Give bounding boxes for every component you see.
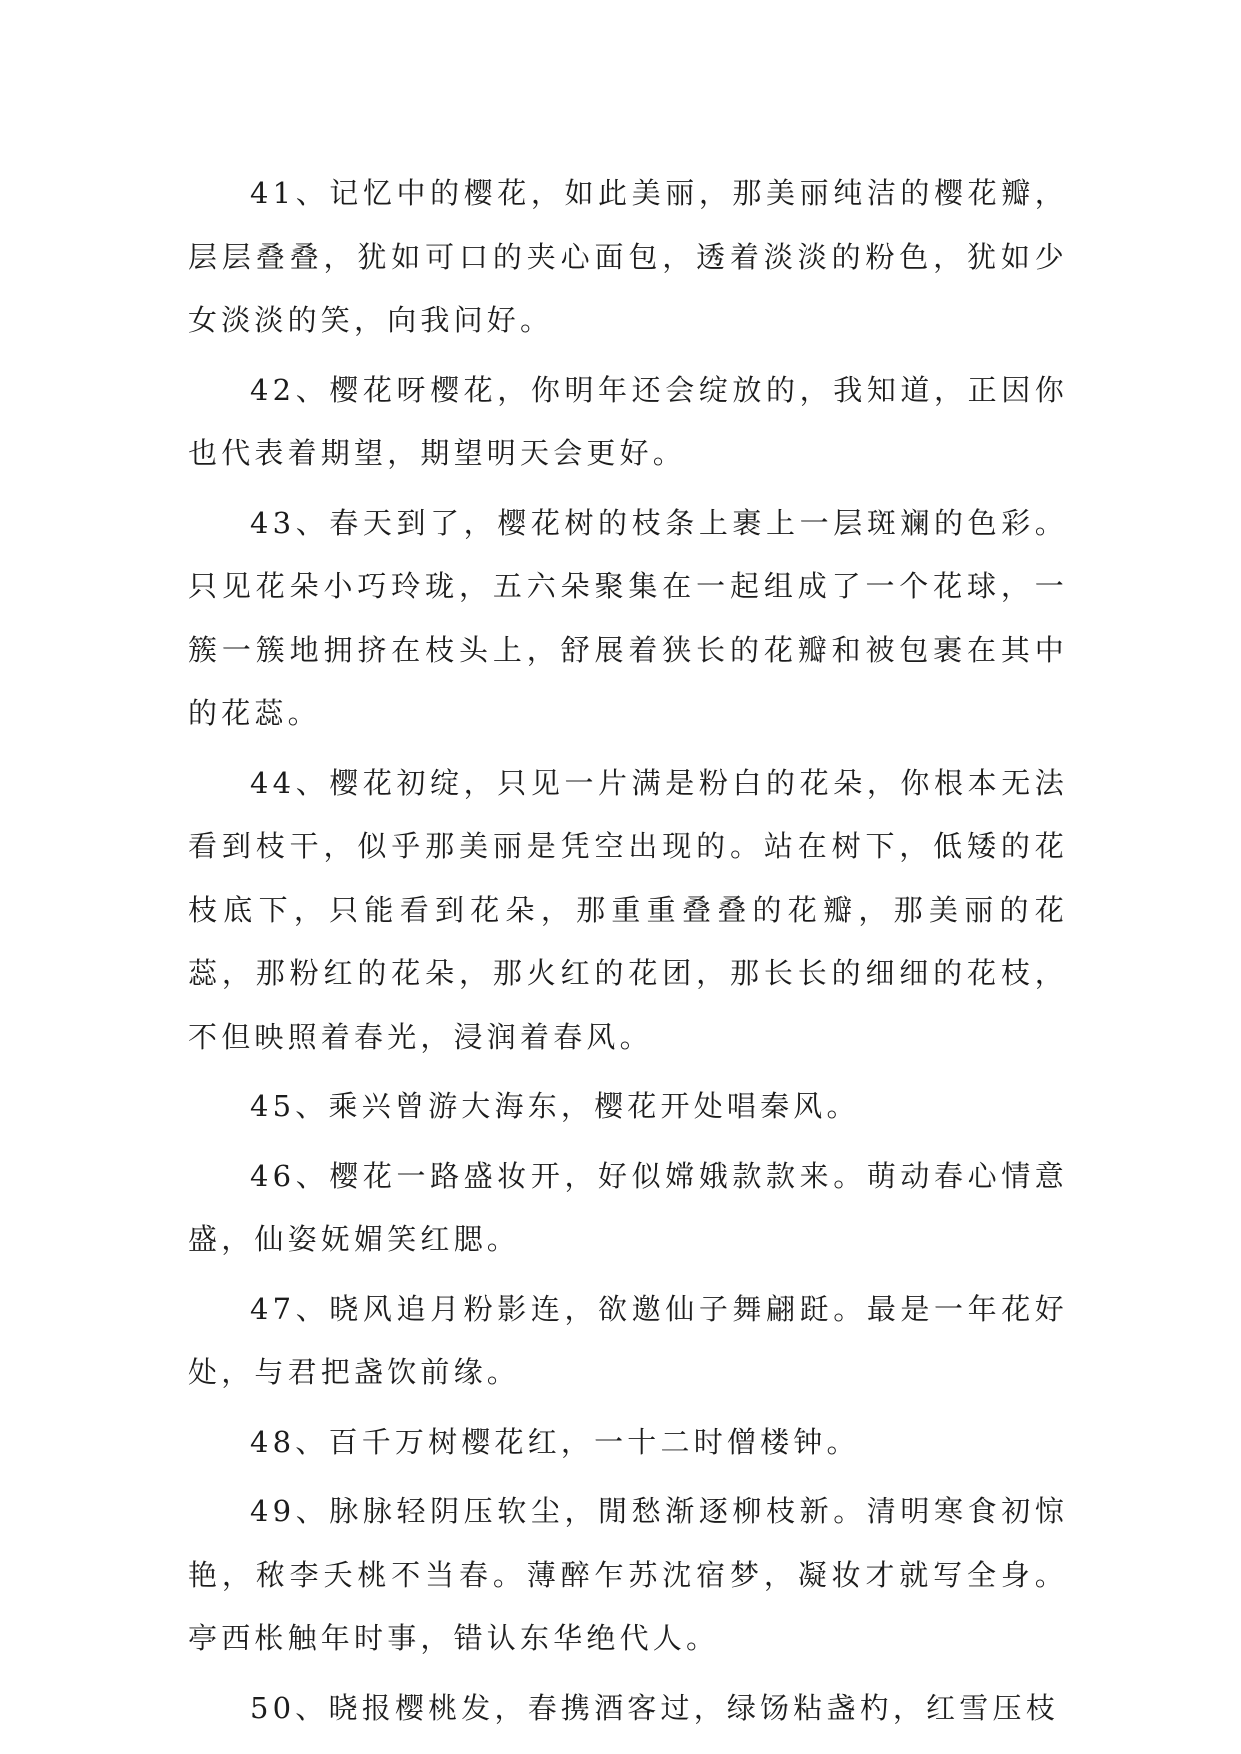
paragraph-50: 50、晓报樱桃发，春携酒客过，绿饧粘盏杓，红雪压枝 <box>250 1690 1059 1725</box>
paragraph-42: 42、樱花呀樱花，你明年还会绽放的，我知道，正因你也代表着期望，期望明天会更好。 <box>188 372 1068 470</box>
paragraph-43: 43、春天到了，樱花树的枝条上裹上一层斑斓的色彩。只见花朵小巧玲珑，五六朵聚集在一起组成了一个花球，一簇一簇地拥挤在枝头上，舒展着狭长的花瓣和被包裹在其中的花蕊。 <box>188 505 1068 730</box>
paragraph-45: 45、乘兴曾游大海东，樱花开处唱秦风。 <box>250 1089 860 1123</box>
paragraph-46: 46、樱花一路盛妆开，好似嫦娥款款来。萌动春心情意盛，仙姿妩媚笑红腮。 <box>188 1158 1068 1256</box>
paragraph-47: 47、晓风追月粉影连，欲邀仙子舞翩跹。最是一年花好处，与君把盏饮前缘。 <box>188 1291 1068 1389</box>
paragraph-48: 48、百千万树樱花红，一十二时僧楼钟。 <box>250 1424 860 1459</box>
document-body <box>188 162 1068 1746</box>
paragraph-49: 49、脉脉轻阴压软尘，閒愁渐逐柳枝新。清明寒食初惊艳，秾李夭桃不当春。薄醉乍苏沈宿梦，凝妆才就写全身。亭西枨触年时事，错认东华绝代人。 <box>188 1494 1068 1655</box>
paragraph-41: 41、记忆中的樱花，如此美丽，那美丽纯洁的樱花瓣，层层叠叠，犹如可口的夹心面包，透着淡淡的粉色，犹如少女淡淡的笑，向我问好。 <box>188 176 1068 337</box>
paragraph-44: 44、樱花初绽，只见一片满是粉白的花朵，你根本无法看到枝干，似乎那美丽是凭空出现的。站在树下，低矮的花枝底下，只能看到花朵，那重重叠叠的花瓣，那美丽的花蕊，那粉红的花朵，那火红的花团，那长长的细细的花枝，不但映照着春光，浸润着春风。 <box>188 765 1068 1054</box>
